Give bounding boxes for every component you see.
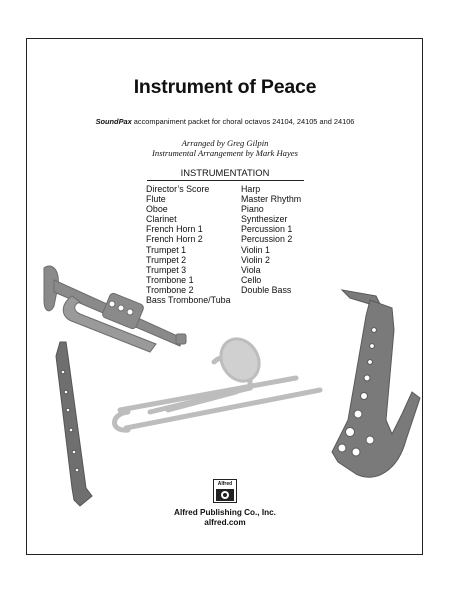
page-title: Instrument of Peace [133, 76, 317, 98]
list-item: Master Rhythm [241, 194, 302, 205]
list-item: Piano [241, 204, 264, 215]
list-item: Director’s Score [146, 184, 210, 194]
list-item: Percussion 2 [241, 234, 293, 245]
logo-mark [214, 488, 236, 502]
list-item: Trombone 2 [146, 284, 194, 295]
list-item: Oboe [146, 204, 168, 215]
publisher-website: alfred.com [204, 518, 246, 527]
list-item: French Horn 1 [146, 224, 203, 235]
list-item: Violin 1 [241, 244, 270, 255]
list-item: Trumpet 3 [146, 264, 187, 275]
arranger-credit: Arranged by Greg Gilpin [181, 138, 269, 148]
instrumental-credit: Instrumental Arrangement by Mark Hayes [152, 148, 298, 158]
subtitle [0, 117, 450, 126]
list-item: French Horn 2 [146, 234, 203, 245]
list-item: Trumpet 2 [146, 254, 187, 265]
logo-text: Alfred [217, 481, 233, 487]
list-item: Clarinet [146, 214, 177, 225]
brand-name: SoundPax [95, 117, 132, 126]
list-item: Synthesizer [241, 214, 288, 225]
heading-divider [147, 180, 304, 181]
list-item: Harp [241, 184, 261, 194]
instrumentation-heading: INSTRUMENTATION [180, 167, 270, 178]
list-item: Double Bass [241, 284, 292, 295]
instrument-list-left [146, 184, 231, 305]
subtitle-text: accompaniment packet for choral octavos 24104, 24105 and 24106 [131, 117, 355, 126]
list-item: Trumpet 1 [146, 244, 187, 255]
list-item: Violin 2 [241, 254, 270, 265]
list-item: Flute [146, 194, 166, 205]
list-item: Percussion 1 [241, 224, 293, 235]
list-item: Viola [241, 264, 261, 275]
alfred-logo-icon [213, 479, 237, 503]
list-item: Bass Trombone/Tuba [146, 295, 231, 306]
instrument-list-right [241, 184, 301, 295]
list-item: Cello [241, 274, 262, 285]
clarinet-icon [56, 342, 92, 506]
publisher-name: Alfred Publishing Co., Inc. [174, 508, 276, 517]
list-item: Trombone 1 [146, 274, 194, 285]
saxophone-icon [332, 290, 420, 477]
